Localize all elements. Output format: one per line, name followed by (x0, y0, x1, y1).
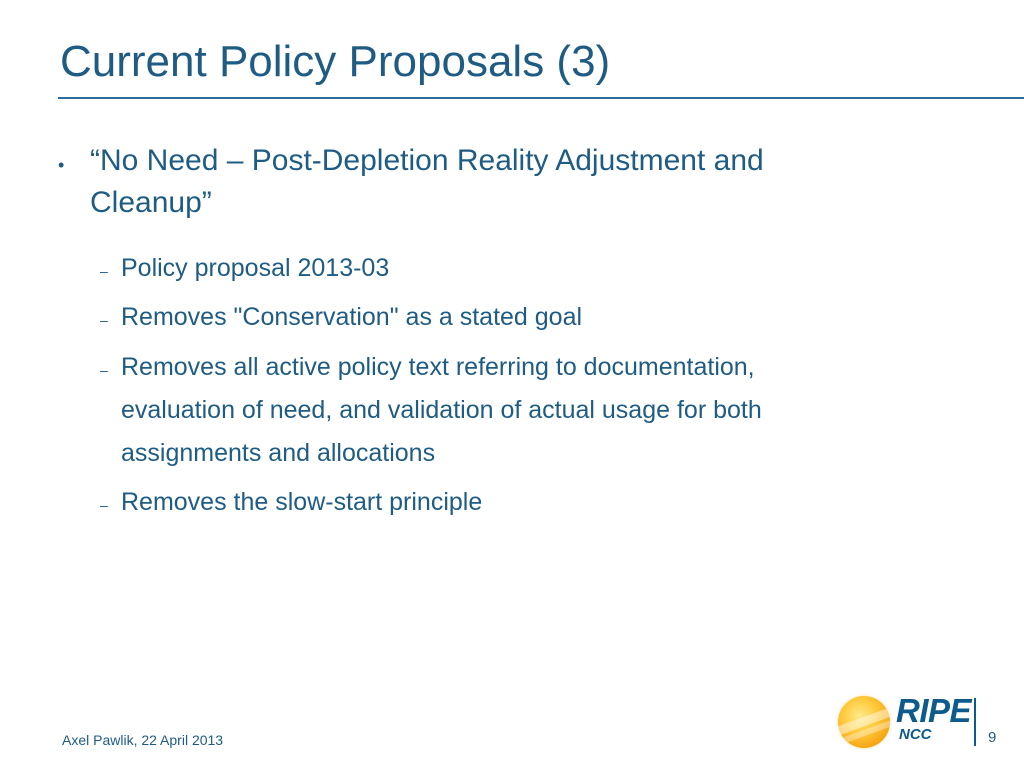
bullet-text-line-1: “No Need – Post-Depletion Reality Adjustment and (90, 144, 764, 177)
sub-item-text: Removes the slow-start principle (121, 488, 483, 516)
sub-item-slow-start (100, 481, 880, 524)
footer-author-date: Axel Pawlik, 22 April 2013 (62, 732, 224, 748)
sub-item-conservation (100, 296, 880, 339)
logo-wordmark: RIPE (896, 692, 972, 729)
sub-item-text-line-1: Removes all active policy text referring to documentation, (121, 353, 755, 381)
sub-item-marker: – (100, 362, 108, 378)
ripe-ncc-logo (838, 694, 970, 752)
sub-item-need-text (100, 346, 880, 475)
sun-logo-icon (838, 696, 890, 748)
title-divider (58, 97, 1024, 99)
sub-item-text: Policy proposal 2013-03 (121, 254, 390, 282)
slide-title: Current Policy Proposals (3) (60, 37, 611, 86)
footer-divider (974, 698, 976, 746)
sub-item-text-line-3: assignments and allocations (121, 439, 436, 467)
sub-item-proposal-number (100, 247, 880, 290)
bullet-text-line-2: Cleanup” (90, 186, 212, 219)
sub-item-marker: – (100, 497, 108, 513)
bullet-text (90, 140, 890, 224)
sub-item-marker: – (100, 263, 108, 279)
sub-item-text-line-2: evaluation of need, and validation of actual usage for both (121, 396, 762, 424)
sub-item-marker: – (100, 312, 108, 328)
logo-subtitle: NCC (899, 726, 932, 743)
bullet-marker: • (58, 155, 65, 175)
sub-item-text: Removes "Conservation" as a stated goal (121, 303, 583, 331)
page-number: 9 (988, 729, 997, 746)
